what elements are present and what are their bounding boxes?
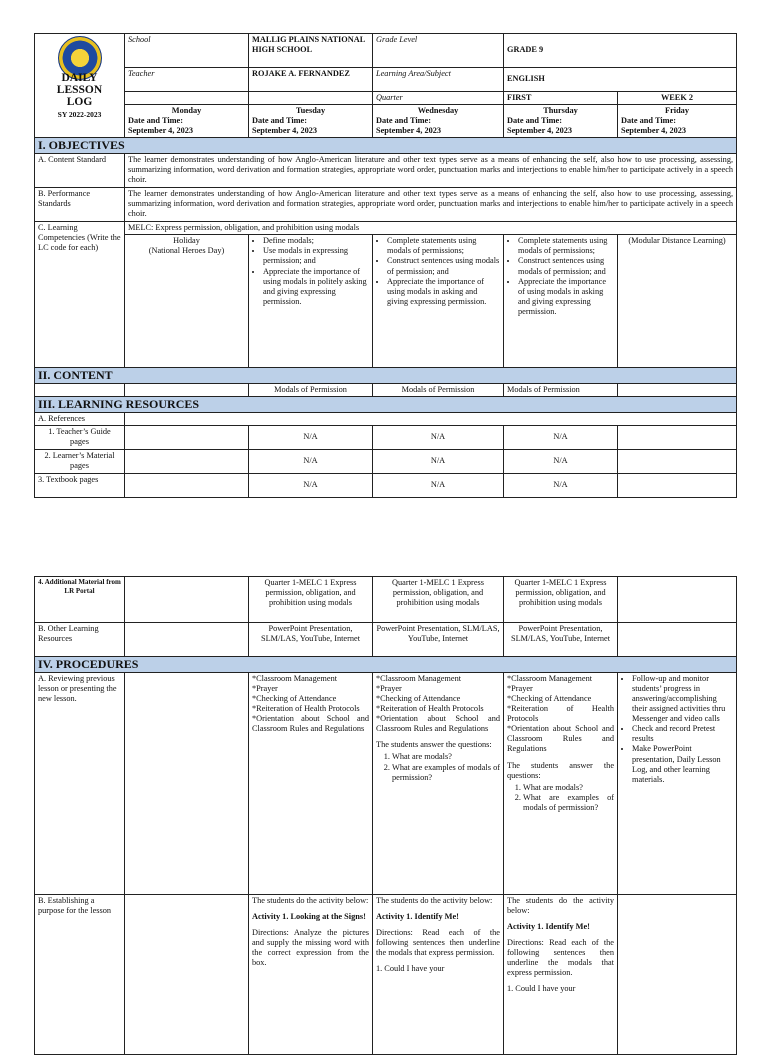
- school-year: SY 2022-2023: [57, 110, 102, 120]
- additional-tuesday: Quarter 1-MELC 1 Express permission, obligation, and prohibition using modals: [249, 577, 373, 623]
- textbook-label: 3. Textbook pages: [35, 473, 125, 497]
- tg-tuesday: N/A: [249, 425, 373, 449]
- other-resources-label: B. Other Learning Resources: [35, 623, 125, 657]
- performance-standard-label: B. Performance Standards: [35, 188, 125, 222]
- school-label: School: [125, 34, 249, 68]
- lm-thursday: N/A: [504, 449, 618, 473]
- wednesday-header: Wednesday Date and Time: September 4, 2023: [373, 105, 504, 138]
- friday-header: Friday Date and Time: September 4, 2023: [618, 105, 737, 138]
- lm-wednesday: N/A: [373, 449, 504, 473]
- other-tuesday: PowerPoint Presentation, SLM/LAS, YouTube, Internet: [249, 623, 373, 657]
- content-wednesday: Modals of Permission: [373, 383, 504, 396]
- purpose-wednesday: The students do the activity below: Activity 1. Identify Me! Directions: Read each of the following sentences then underline the modals that express permission. 1. Could I have your: [373, 894, 504, 1054]
- tb-tuesday: N/A: [249, 473, 373, 497]
- review-tuesday: *Classroom Management *Prayer *Checking of Attendance *Reiteration of Health Protocols *Orientation about School and Classroom Rules and Regulations: [249, 672, 373, 894]
- quarter-value: FIRST: [504, 92, 618, 105]
- page-one: [0, 33, 768, 498]
- content-heading: II. CONTENT: [35, 368, 737, 384]
- review-wednesday: *Classroom Management *Prayer *Checking of Attendance *Reiteration of Health Protocols *Orientation about School and Classroom Rules and Regulations The students answer the questions: 1. What are modals? 2. What are examples of modals of permission?: [373, 672, 504, 894]
- melc-text: MELC: Express permission, obligation, and prohibition using modals: [125, 222, 737, 235]
- tuesday-header: Tuesday Date and Time: September 4, 2023: [249, 105, 373, 138]
- lm-tuesday: N/A: [249, 449, 373, 473]
- tuesday-competency: • Define modals; • Use modals in expressing permission; and • Appreciate the importance of using modals in politely asking and giving expressing permission.: [249, 235, 373, 368]
- resources-heading: III. LEARNING RESOURCES: [35, 396, 737, 412]
- tg-thursday: N/A: [504, 425, 618, 449]
- content-standard-text: The learner demonstrates understanding of how Anglo-American literature and other text types serve as a means of enhancing the self, also how to use processing, assessing, summarizing information, word derivation and formation strategies, appropriate word order, punctuation marks and interjections to enable him/her to participate actively in a speech choir.: [125, 154, 737, 188]
- thursday-competency: • Complete statements using modals of permissions; • Construct sentences using modals of permission; and • Appreciate the importance of using modals in asking and giving expressing permission.: [504, 235, 618, 368]
- additional-material-label: 4. Additional Material from LR Portal: [35, 577, 125, 623]
- teachers-guide-label: 1. Teacher’s Guide pages: [35, 425, 125, 449]
- purpose-thursday: The students do the activity below: Activity 1. Identify Me! Directions: Read each of the following sentences then underline the modals that express permission. 1. Could I have your: [504, 894, 618, 1054]
- additional-wednesday: Quarter 1-MELC 1 Express permission, obligation, and prohibition using modals: [373, 577, 504, 623]
- content-standard-label: A. Content Standard: [35, 154, 125, 188]
- quarter-label: Quarter: [373, 92, 504, 105]
- thursday-header: Thursday Date and Time: September 4, 2023: [504, 105, 618, 138]
- teacher-value: ROJAKE A. FERNANDEZ: [249, 68, 373, 92]
- content-tuesday: Modals of Permission: [249, 383, 373, 396]
- review-friday: • Follow-up and monitor students’ progress in answering/accomplishing their assigned activities thru Messenger and video calls • Check and record Pretest results • Make PowerPoint presentation, Daily Lesson Log, and other learning materials.: [618, 672, 737, 894]
- procedures-table: [34, 576, 737, 1055]
- procedures-heading: IV. PROCEDURES: [35, 657, 737, 673]
- additional-thursday: Quarter 1-MELC 1 Express permission, obligation, and prohibition using modals: [504, 577, 618, 623]
- other-thursday: PowerPoint Presentation, SLM/LAS, YouTube, Internet: [504, 623, 618, 657]
- performance-standard-text: The learner demonstrates understanding of how Anglo-American literature and other text types serve as a means of enhancing the self, also how to use processing, assessing, summarizing information, word derivation and formation strategies, appropriate word order, punctuation marks and interjections to enable him/her to participate actively in a speech choir.: [125, 188, 737, 222]
- objectives-table: [34, 137, 737, 497]
- monday-header: Monday Date and Time: September 4, 2023: [125, 105, 249, 138]
- wednesday-competency: • Complete statements using modals of permissions; • Construct sentences using modals of permission; and • Appreciate the importance of using modals in asking and giving expressing permission.: [373, 235, 504, 368]
- tg-wednesday: N/A: [373, 425, 504, 449]
- other-wednesday: PowerPoint Presentation, SLM/LAS, YouTube, Internet: [373, 623, 504, 657]
- grade-label: Grade Level: [373, 34, 504, 68]
- content-thursday: Modals of Permission: [504, 383, 618, 396]
- teacher-label: Teacher: [125, 68, 249, 92]
- friday-competency: (Modular Distance Learning): [618, 235, 737, 368]
- dll-title-cell: [35, 34, 125, 138]
- school-value: MALLIG PLAINS NATIONAL HIGH SCHOOL: [249, 34, 373, 68]
- review-thursday: *Classroom Management *Prayer *Checking of Attendance *Reiteration of Health Protocols *Orientation about School and Classroom Rules and Regulations The students answer the questions: 1. What are modals? 2. What are examples of modals of permission?: [504, 672, 618, 894]
- page-two: [0, 576, 768, 1055]
- area-label: Learning Area/Subject: [373, 68, 504, 92]
- purpose-tuesday: The students do the activity below: Activity 1. Looking at the Signs! Directions: Analyze the pictures and supply the missing word with the correct expression from the box.: [249, 894, 373, 1054]
- learning-competencies-label: C. Learning Competencies (Write the LC code for each): [35, 222, 125, 368]
- objectives-heading: I. OBJECTIVES: [35, 138, 737, 154]
- learners-material-label: 2. Learner’s Material pages: [35, 449, 125, 473]
- area-value: ENGLISH: [504, 68, 737, 92]
- grade-value: GRADE 9: [504, 34, 737, 68]
- monday-competency: Holiday (National Heroes Day): [125, 235, 249, 368]
- tb-wednesday: N/A: [373, 473, 504, 497]
- content-friday: [618, 383, 737, 396]
- establishing-purpose-label: B. Establishing a purpose for the lesson: [35, 894, 125, 1054]
- dll-title: DAILY LESSON LOG: [56, 72, 103, 109]
- header-table: [34, 33, 737, 138]
- reviewing-label: A. Reviewing previous lesson or presenting the new lesson.: [35, 672, 125, 894]
- week-value: WEEK 2: [618, 92, 737, 105]
- references-label: A. References: [35, 412, 125, 425]
- tb-thursday: N/A: [504, 473, 618, 497]
- content-monday: [125, 383, 249, 396]
